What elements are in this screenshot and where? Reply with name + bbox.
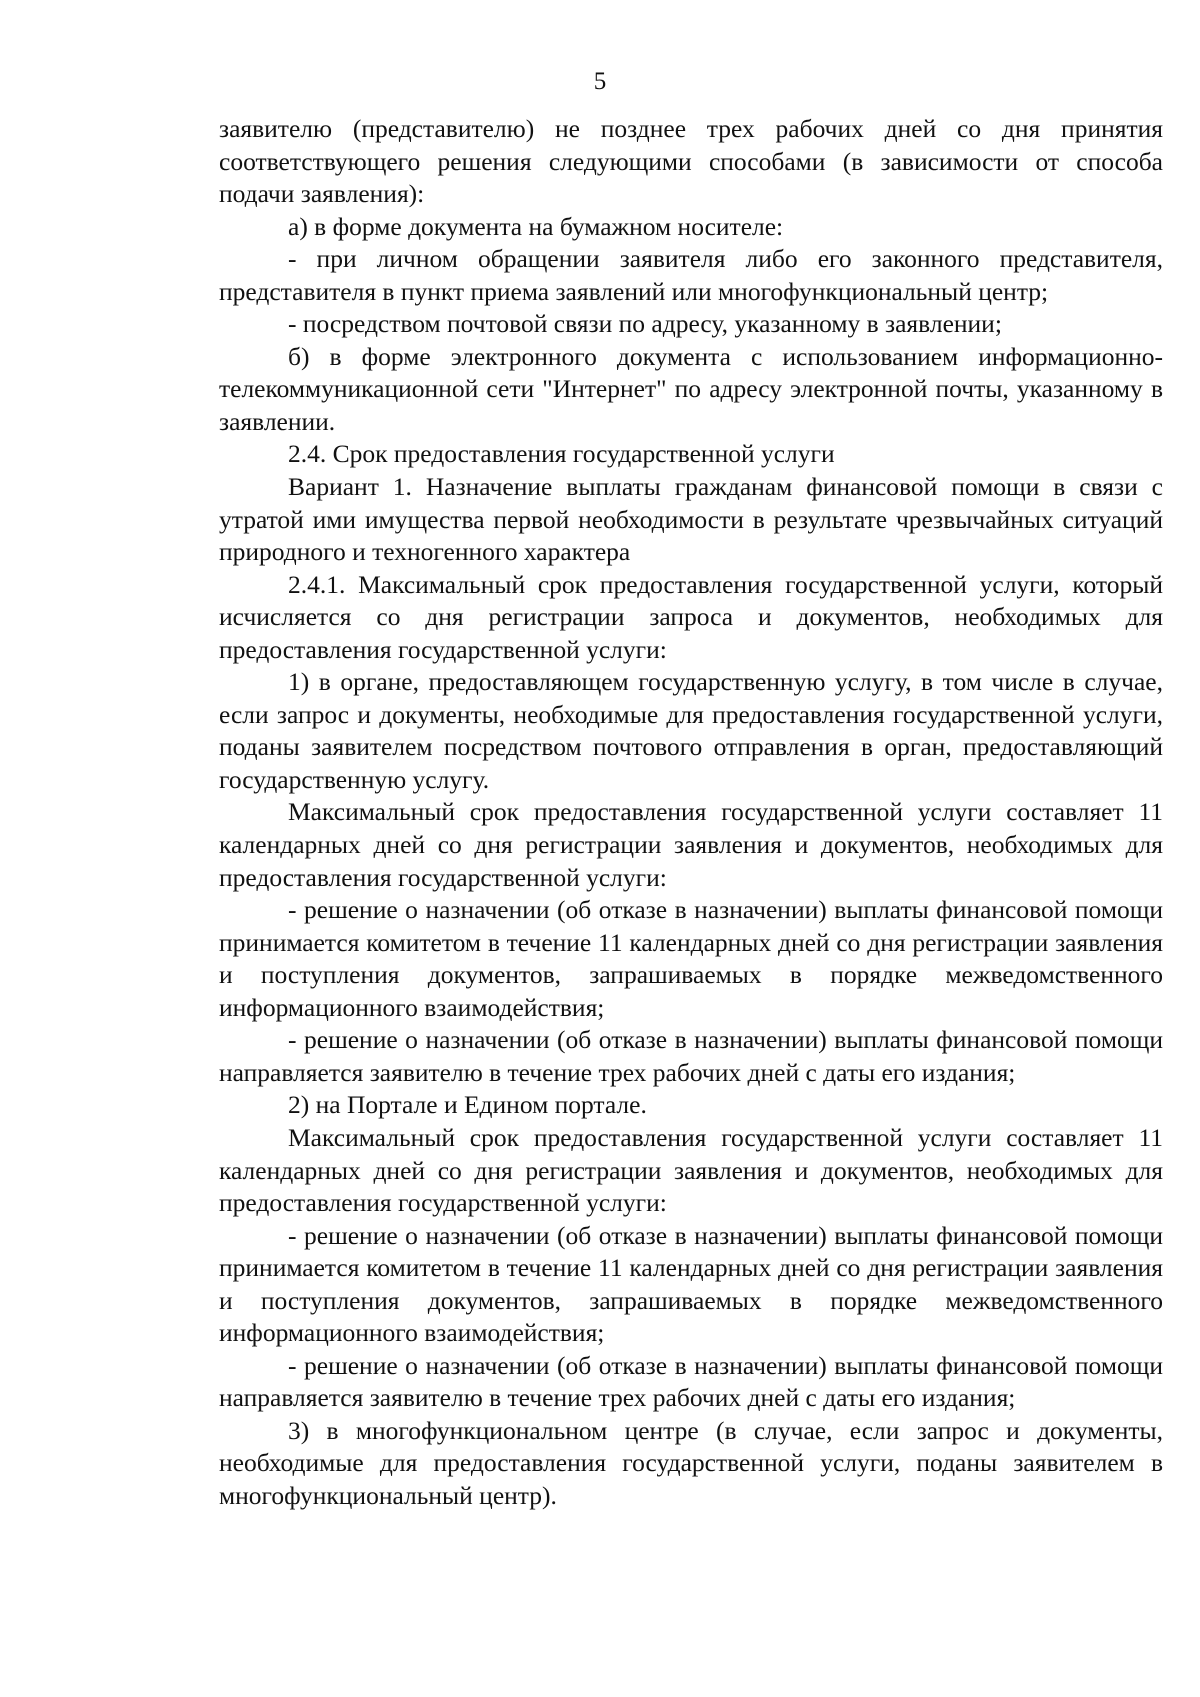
paragraph-personal-visit: - при личном обращении заявителя либо его законного представителя, представителя в пункт приема заявлений или многофункциональный центр;	[219, 244, 1163, 306]
paragraph-decision-adopted-1: - решение о назначении (об отказе в назначении) выплаты финансовой помощи принимается комитетом в течение 11 календарных дней со дня регистрации заявления и поступления документов, запрашиваемых в порядке межведомственного информационного взаимодействия;	[219, 895, 1163, 1022]
page-number: 5	[593, 68, 607, 95]
paragraph-item-b: б) в форме электронного документа с использованием информационно-телекоммуникационной сети "Интернет" по адресу электронной почты, указанному в заявлении.	[219, 341, 1163, 436]
paragraph-max-term-2: Максимальный срок предоставления государственной услуги составляет 11 календарных дней со дня регистрации заявления и документов, необходимых для предоставления государственной услуги:	[219, 1122, 1163, 1218]
paragraph-decision-sent-1: - решение о назначении (об отказе в назначении) выплаты финансовой помощи направляется заявителю в течение трех рабочих дней с даты его издания;	[219, 1025, 1163, 1087]
section-heading-2-4: 2.4. Срок предоставления государственной услуги	[288, 439, 835, 469]
paragraph-intro: заявителю (представителю) не позднее трех рабочих дней со дня принятия соответствующего решения следующими способами (в зависимости от способа подачи заявления):	[219, 114, 1163, 209]
paragraph-max-term-1: Максимальный срок предоставления государственной услуги составляет 11 календарных дней со дня регистрации заявления и документов, необходимых для предоставления государственной услуги:	[219, 797, 1163, 892]
paragraph-variant-1: Вариант 1. Назначение выплаты гражданам финансовой помощи в связи с утратой ими имущества первой необходимости в результате чрезвычайных ситуаций природного и техногенного характера	[219, 472, 1163, 567]
paragraph-item-1: 1) в органе, предоставляющем государственную услугу, в том числе в случае, если запрос и документы, необходимые для предоставления государственной услуги, поданы заявителем посредством почтового отправления в орган, предоставляющий государственную услугу.	[219, 667, 1163, 794]
document-body	[219, 113, 1163, 1513]
paragraph-item-3: 3) в многофункциональном центре (в случае, если запрос и документы, необходимые для предоставления государственной услуги, поданы заявителем в многофункциональный центр).	[219, 1415, 1163, 1510]
paragraph-item-2: 2) на Портале и Едином портале.	[288, 1090, 647, 1120]
paragraph-2-4-1: 2.4.1. Максимальный срок предоставления государственной услуги, который исчисляется со дня регистрации запроса и документов, необходимых для предоставления государственной услуги:	[219, 569, 1163, 664]
paragraph-decision-sent-2: - решение о назначении (об отказе в назначении) выплаты финансовой помощи направляется заявителю в течение трех рабочих дней с даты его издания;	[219, 1350, 1163, 1413]
paragraph-postal: - посредством почтовой связи по адресу, указанному в заявлении;	[288, 309, 1002, 339]
paragraph-decision-adopted-2: - решение о назначении (об отказе в назначении) выплаты финансовой помощи принимается комитетом в течение 11 календарных дней со дня регистрации заявления и поступления документов, запрашиваемых в порядке межведомственного информационного взаимодействия;	[219, 1220, 1163, 1348]
paragraph-item-a: а) в форме документа на бумажном носителе:	[288, 211, 784, 241]
